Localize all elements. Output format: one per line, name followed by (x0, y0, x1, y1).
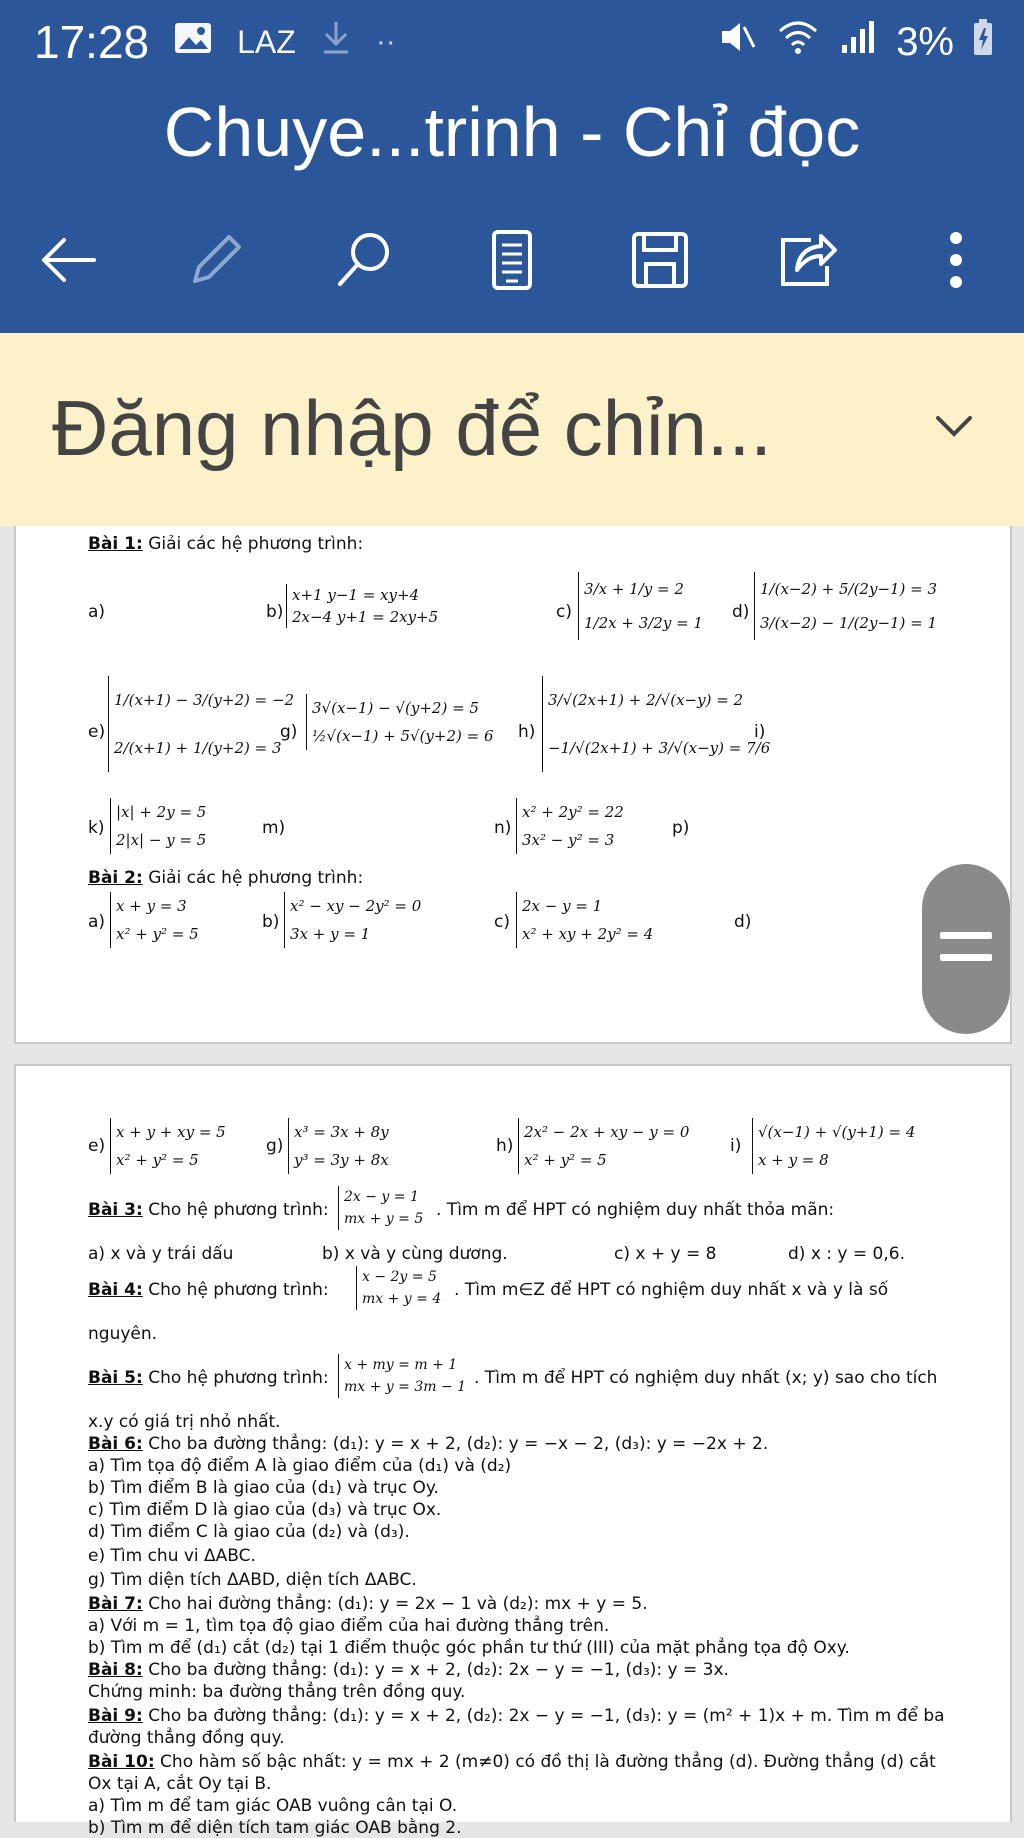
system-k: |x| + 2y = 5 2|x| − y = 5 (110, 798, 206, 854)
bai7-item-a: a) Với m = 1, tìm tọa độ giao điểm của hai đường thẳng trên. (88, 1616, 610, 1636)
label-bai2-c: c) (494, 912, 510, 932)
system-bai2-e: x + y + xy = 5 x² + y² = 5 (110, 1118, 226, 1174)
label-bai2-i: i) (730, 1136, 742, 1156)
bai9-cont: đường thẳng đồng quy. (88, 1728, 285, 1748)
document-page-1[interactable] (14, 526, 1012, 1044)
label-i: i) (754, 722, 766, 742)
toolbar (30, 222, 994, 298)
label-bai2-g: g) (266, 1136, 284, 1156)
bai8-heading: Bài 8: Cho ba đường thẳng: (d₁): y = x + 2, (d₂): 2x − y = −1, (d₃): y = 3x. (88, 1660, 729, 1680)
more-notifications: ·· (375, 25, 396, 58)
bai2-text: Giải các hệ phương trình: (142, 868, 364, 888)
bai1-title: Bài 1: (88, 534, 143, 554)
bai6-item-e: e) Tìm chu vi ΔABC. (88, 1546, 256, 1566)
bai6-item-d: d) Tìm điểm C là giao của (d₂) và (d₃). (88, 1522, 410, 1542)
label-bai2-h: h) (496, 1136, 514, 1156)
scroll-grip-line (940, 954, 992, 961)
bai3-opt-a: a) x và y trái dấu (88, 1244, 234, 1264)
bai5-text: . Tìm m để HPT có nghiệm duy nhất (x; y) sao cho tích (474, 1368, 938, 1388)
system-g: 3√(x−1) − √(y+2) = 5 ½√(x−1) + 5√(y+2) = 6 (306, 694, 494, 750)
scroll-grip-line (940, 932, 992, 939)
system-e: 1/(x+1) − 3/(y+2) = −2 2/(x+1) + 1/(y+2) = 3 (108, 676, 294, 772)
bai3-opt-c: c) x + y = 8 (614, 1244, 717, 1264)
banner-expand-button[interactable] (934, 413, 974, 444)
status-time: 17:28 (34, 16, 150, 68)
system-b: x+1 y−1 = xy+4 2x−4 y+1 = 2xy+5 (286, 584, 438, 628)
label-m: m) (262, 818, 286, 838)
system-bai2-g: x³ = 3x + 8y y³ = 3y + 8x (288, 1118, 389, 1174)
bai4-text: . Tìm m∈Z để HPT có nghiệm duy nhất x và y là số (454, 1280, 889, 1300)
bai6-heading: Bài 6: Cho ba đường thẳng: (d₁): y = x + 2, (d₂): y = −x − 2, (d₃): y = −2x + 2. (88, 1434, 769, 1454)
label-c: c) (556, 602, 572, 622)
bai4-heading: Bài 4: Cho hệ phương trình: (88, 1280, 329, 1300)
bai6-item-a: a) Tìm tọa độ điểm A là giao điểm của (d₁) và (d₂) (88, 1456, 512, 1476)
system-c: 3/x + 1/y = 2 1/2x + 3/2y = 1 (578, 572, 703, 640)
system-bai2-a: x + y = 3 x² + y² = 5 (110, 892, 199, 948)
app-header (0, 0, 1024, 333)
document-page-2[interactable] (14, 1064, 1012, 1838)
label-k: k) (88, 818, 105, 838)
label-p: p) (672, 818, 690, 838)
bai9-heading: Bài 9: Cho ba đường thẳng: (d₁): y = x + 2, (d₂): 2x − y = −1, (d₃): y = (m² + 1)x + m. Tìm m để ba (88, 1706, 945, 1726)
system-bai2-h: 2x² − 2x + xy − y = 0 x² + y² = 5 (518, 1118, 689, 1174)
status-bar (34, 14, 994, 70)
search-icon (332, 228, 396, 292)
label-h: h) (518, 722, 536, 742)
bai3-opt-d: d) x : y = 0,6. (788, 1244, 905, 1264)
back-arrow-icon (36, 232, 100, 288)
bai2-title: Bài 2: (88, 868, 143, 888)
scroll-handle[interactable] (922, 864, 1010, 1034)
chevron-down-icon (934, 413, 974, 439)
bai6-item-c: c) Tìm điểm D là giao của (d₃) và trục Ox. (88, 1500, 442, 1520)
system-bai3: 2x − y = 1 mx + y = 5 (338, 1186, 423, 1230)
label-bai2-d: d) (734, 912, 752, 932)
gallery-icon (173, 21, 213, 63)
battery-icon (972, 18, 994, 66)
wifi-icon (776, 19, 820, 65)
bai3-text: . Tìm m để HPT có nghiệm duy nhất thỏa mãn: (436, 1200, 835, 1220)
save-button[interactable] (622, 222, 698, 298)
system-n: x² + 2y² = 22 3x² − y² = 3 (516, 798, 624, 854)
label-bai2-e: e) (88, 1136, 106, 1156)
bai5-heading: Bài 5: Cho hệ phương trình: (88, 1368, 329, 1388)
edit-button[interactable] (178, 222, 254, 298)
search-button[interactable] (326, 222, 402, 298)
sign-in-banner-text: Đăng nhập để chỉn... (52, 384, 772, 472)
label-b: b) (266, 602, 284, 622)
signal-icon (838, 19, 878, 65)
reading-view-icon (490, 229, 534, 291)
bai5-cont: x.y có giá trị nhỏ nhất. (88, 1412, 281, 1432)
pencil-icon (185, 229, 247, 291)
back-button[interactable] (30, 222, 106, 298)
bai10-heading: Bài 10: Cho hàm số bậc nhất: y = mx + 2 (m≠0) có đồ thị là đường thẳng (d). Đường thẳng (d) cắt (88, 1752, 936, 1772)
bai7-heading: Bài 7: Cho hai đường thẳng: (d₁): y = 2x − 1 và (d₂): mx + y = 5. (88, 1594, 648, 1614)
bai4-cont: nguyên. (88, 1324, 158, 1344)
label-n: n) (494, 818, 512, 838)
bai7-item-b: b) Tìm m để (d₁) cắt (d₂) tại 1 điểm thuộc góc phần tư thứ (III) của mặt phẳng tọa độ Oxy. (88, 1638, 850, 1658)
system-bai5: x + my = m + 1 mx + y = 3m − 1 (338, 1354, 466, 1398)
sign-in-banner[interactable] (0, 333, 1024, 526)
download-icon (320, 20, 352, 64)
battery-percent: 3% (896, 19, 954, 64)
system-h: 3/√(2x+1) + 2/√(x−y) = 2 −1/√(2x+1) + 3/√(x−y) = 7/6 (542, 676, 770, 772)
bai6-item-g: g) Tìm diện tích ΔABD, diện tích ΔABC. (88, 1570, 417, 1590)
share-button[interactable] (770, 222, 846, 298)
bai1-text: Giải các hệ phương trình: (142, 534, 364, 554)
system-bai2-c: 2x − y = 1 x² + xy + 2y² = 4 (516, 892, 653, 948)
carrier-label: LAZ (237, 23, 296, 60)
document-title: Chuye...trinh - Chỉ đọc (163, 93, 861, 171)
system-d: 1/(x−2) + 5/(2y−1) = 3 3/(x−2) − 1/(2y−1) = 1 (754, 572, 937, 640)
save-icon (630, 230, 690, 290)
more-options-button[interactable] (918, 222, 994, 298)
reading-view-button[interactable] (474, 222, 550, 298)
mute-icon (718, 19, 758, 65)
bai3-heading: Bài 3: Cho hệ phương trình: (88, 1200, 329, 1220)
bai10-cont: Ox tại A, cắt Oy tại B. (88, 1774, 272, 1794)
share-icon (777, 230, 839, 290)
label-a: a) (88, 602, 106, 622)
more-vertical-icon (946, 230, 966, 290)
label-d: d) (732, 602, 750, 622)
bai6-item-b: b) Tìm điểm B là giao của (d₁) và trục Oy. (88, 1478, 439, 1498)
label-bai2-b: b) (262, 912, 280, 932)
system-bai2-i: √(x−1) + √(y+1) = 4 x + y = 8 (752, 1118, 915, 1174)
system-bai2-b: x² − xy − 2y² = 0 3x + y = 1 (284, 892, 421, 948)
bai3-opt-b: b) x và y cùng dương. (322, 1244, 508, 1264)
label-g: g) (280, 722, 298, 742)
label-e: e) (88, 722, 106, 742)
bai1-heading (88, 534, 363, 554)
label-bai2-a: a) (88, 912, 106, 932)
system-bai4: x − 2y = 5 mx + y = 4 (356, 1266, 441, 1310)
bai8-item: Chứng minh: ba đường thẳng trên đồng quy. (88, 1682, 466, 1702)
bai10-item-b: b) Tìm m để diện tích tam giác OAB bằng 2. (88, 1818, 462, 1838)
bai10-item-a: a) Tìm m để tam giác OAB vuông cân tại O. (88, 1796, 458, 1816)
bai2-heading (88, 868, 363, 888)
